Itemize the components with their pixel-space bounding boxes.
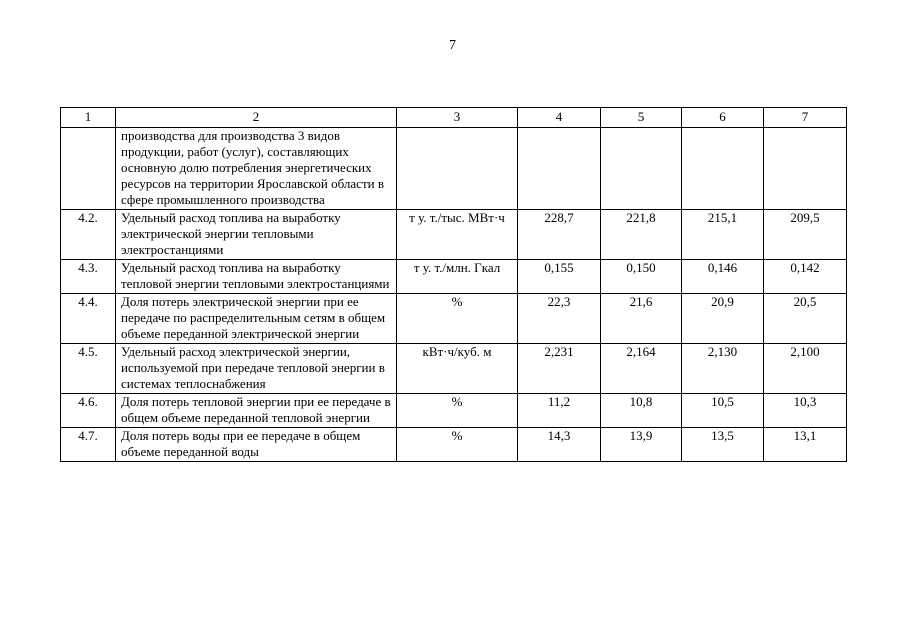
value-cell: 10,8 xyxy=(601,394,682,428)
page-number: 7 xyxy=(449,38,456,53)
header-cell: 1 xyxy=(61,108,116,128)
table-row xyxy=(61,260,847,294)
value-cell: 11,2 xyxy=(518,394,601,428)
value-cell: 215,1 xyxy=(682,210,764,260)
row-number xyxy=(61,128,116,210)
value-cell: 13,5 xyxy=(682,428,764,462)
row-number: 4.5. xyxy=(61,344,116,394)
table-header-row xyxy=(61,108,847,128)
row-number: 4.7. xyxy=(61,428,116,462)
table-row xyxy=(61,210,847,260)
value-cell: 0,142 xyxy=(764,260,847,294)
row-number: 4.2. xyxy=(61,210,116,260)
header-cell: 2 xyxy=(116,108,397,128)
header-cell: 4 xyxy=(518,108,601,128)
value-cell: 228,7 xyxy=(518,210,601,260)
value-cell: 0,150 xyxy=(601,260,682,294)
value-cell: 21,6 xyxy=(601,294,682,344)
row-number: 4.6. xyxy=(61,394,116,428)
value-cell: 2,100 xyxy=(764,344,847,394)
value-cell: 10,3 xyxy=(764,394,847,428)
value-cell xyxy=(601,128,682,210)
indicator-name: Удельный расход электрической энергии, используемой при передаче тепловой энергии в системах теплоснабжения xyxy=(116,344,397,394)
value-cell: 10,5 xyxy=(682,394,764,428)
value-cell: 14,3 xyxy=(518,428,601,462)
value-cell xyxy=(682,128,764,210)
unit-cell: % xyxy=(397,294,518,344)
indicators-table xyxy=(60,107,847,462)
value-cell xyxy=(764,128,847,210)
row-number: 4.4. xyxy=(61,294,116,344)
value-cell: 2,164 xyxy=(601,344,682,394)
value-cell: 2,231 xyxy=(518,344,601,394)
value-cell: 0,146 xyxy=(682,260,764,294)
value-cell: 221,8 xyxy=(601,210,682,260)
row-number: 4.3. xyxy=(61,260,116,294)
value-cell: 20,5 xyxy=(764,294,847,344)
table-row xyxy=(61,128,847,210)
table-row xyxy=(61,344,847,394)
table-row xyxy=(61,428,847,462)
unit-cell: кВт·ч/куб. м xyxy=(397,344,518,394)
indicator-name: производства для производства 3 видов продукции, работ (услуг), составляющих основную долю потребления энергетических ресурсов на территории Ярославской области в сфере промышленного производства xyxy=(116,128,397,210)
unit-cell: т у. т./млн. Гкал xyxy=(397,260,518,294)
value-cell: 13,9 xyxy=(601,428,682,462)
unit-cell: т у. т./тыс. МВт·ч xyxy=(397,210,518,260)
header-cell: 5 xyxy=(601,108,682,128)
value-cell: 20,9 xyxy=(682,294,764,344)
unit-cell: % xyxy=(397,428,518,462)
value-cell: 22,3 xyxy=(518,294,601,344)
header-cell: 3 xyxy=(397,108,518,128)
header-cell: 7 xyxy=(764,108,847,128)
value-cell: 13,1 xyxy=(764,428,847,462)
unit-cell xyxy=(397,128,518,210)
indicator-name: Доля потерь тепловой энергии при ее передаче в общем объеме переданной тепловой энергии xyxy=(116,394,397,428)
unit-cell: % xyxy=(397,394,518,428)
indicator-name: Доля потерь электрической энергии при ее передаче по распределительным сетям в общем объеме переданной электрической энергии xyxy=(116,294,397,344)
indicator-name: Удельный расход топлива на выработку электрической энергии тепловыми электростанциями xyxy=(116,210,397,260)
value-cell: 2,130 xyxy=(682,344,764,394)
value-cell: 0,155 xyxy=(518,260,601,294)
value-cell xyxy=(518,128,601,210)
indicator-name: Удельный расход топлива на выработку тепловой энергии тепловыми электростанциями xyxy=(116,260,397,294)
indicator-name: Доля потерь воды при ее передаче в общем объеме переданной воды xyxy=(116,428,397,462)
table-row xyxy=(61,394,847,428)
header-cell: 6 xyxy=(682,108,764,128)
value-cell: 209,5 xyxy=(764,210,847,260)
table-row xyxy=(61,294,847,344)
